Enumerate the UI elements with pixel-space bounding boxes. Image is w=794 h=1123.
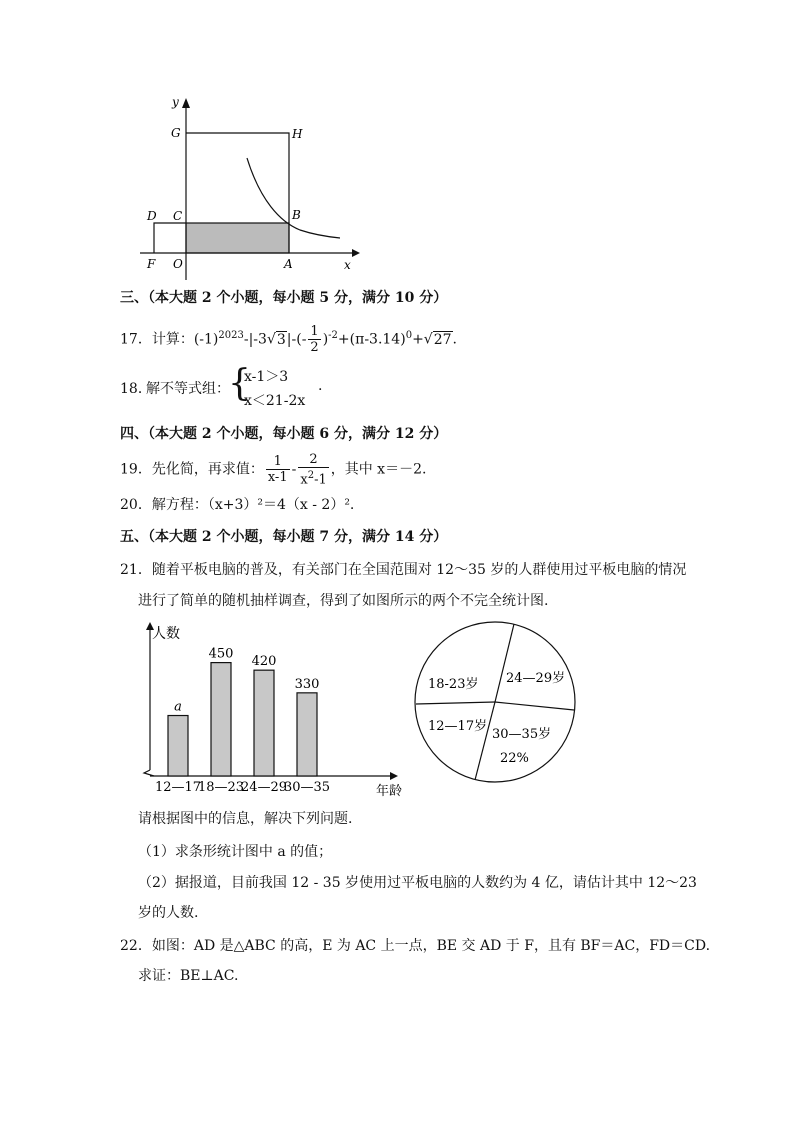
q21-line1: 随着平板电脑的普及，有关部门在全国范围对 12～35 岁的人群使用过平板电脑的情况 [151, 562, 687, 578]
q17-lead: 计算： [151, 331, 194, 348]
bar-tick-label-24—29: 24—29 [240, 780, 288, 795]
q18-end: . [318, 378, 323, 394]
q19-tail: ，其中 x＝－2. [330, 461, 427, 478]
q18-row2: x＜21-2x [244, 393, 306, 409]
q19-number: 19． [120, 461, 152, 478]
pie-divider-2 [416, 702, 495, 704]
bars-group [155, 647, 330, 795]
q17-term1-exp: 2023 [218, 330, 244, 341]
q21-sub2-line2: 岁的人数. [138, 905, 199, 921]
q17-half-fraction: $\frac{1}{2}$ [310, 324, 319, 356]
q17-sqrt3: √3 [266, 331, 286, 348]
label-d: D [147, 209, 157, 223]
question-19 [120, 452, 426, 487]
label-b: B [292, 208, 301, 222]
label-y: y [172, 95, 179, 109]
q19-fraction-1: $\frac{1}{x-1}$ [267, 454, 288, 486]
question-17 [120, 322, 457, 355]
q18-lead: 解不等式组： [146, 381, 230, 397]
pie-label-12-17: 12—17岁 [428, 719, 488, 734]
rect-fdco [154, 223, 186, 253]
bar-data-label-18—23: 450 [208, 646, 234, 662]
label-c: C [173, 209, 183, 223]
pie-label-30-35: 30—35岁 [492, 727, 552, 742]
q17-term5: + [412, 331, 424, 348]
label-g: G [171, 126, 181, 140]
q21-sub1: （1）求条形统计图中 a 的值； [138, 844, 333, 860]
q17-term3-close: ) [322, 331, 329, 348]
q17-end: . [452, 331, 457, 348]
q17-term2: -|-3 [243, 331, 267, 348]
bar-data-label-24—29: 420 [251, 654, 277, 670]
question-20 [120, 494, 354, 516]
q17-term4: +(π-3.14) [337, 331, 406, 348]
q22-line1: 如图：AD 是△ABC 的高，E 为 AC 上一点，BE 交 AD 于 F，且有 BF＝AC，FD＝CD. [151, 938, 711, 954]
label-a: A [284, 257, 293, 271]
question-22-line-2: 求证：BE⊥AC. [138, 968, 239, 984]
q20-text: 解方程：（x+3）²＝4（x - 2）². [151, 497, 355, 513]
bar-tick-label-18—23: 18—23 [197, 780, 245, 795]
q18-brace: { [228, 363, 251, 404]
question-21-line-1 [120, 559, 686, 581]
bar-chart-ylabel: 人数 [152, 626, 180, 642]
label-o: O [173, 257, 183, 271]
bar-data-label-30—35: 330 [294, 676, 320, 692]
q17-term1: (-1) [193, 331, 219, 348]
q21-sub2-line1: （2）据报道，目前我国 12 - 35 岁使用过平板电脑的人数约为 4 亿，请估计其中 12～23 [138, 875, 697, 891]
pie-label-18-23: 18-23岁 [428, 677, 479, 692]
pie-chart [410, 618, 590, 788]
bar-12—17 [168, 716, 188, 776]
question-21-line-2: 进行了简单的随机抽样调查，得到了如图所示的两个不完全统计图. [138, 593, 549, 609]
q19-fraction-2: $\frac{2}{x^2-1}$ [300, 452, 327, 488]
bar-data-label-12—17: a [174, 699, 182, 715]
shaded-rect-oabc [186, 223, 289, 253]
q20-number: 20． [120, 497, 152, 513]
x-axis-arrow [352, 249, 360, 257]
pie-label-24-29: 24—29岁 [506, 671, 566, 686]
bar-tick-label-12—17: 12—17 [154, 780, 202, 795]
coordinate-figure [130, 90, 370, 280]
q17-term2-close: |-(- [286, 331, 307, 348]
q18-number: 18． [120, 381, 152, 397]
q21-after: 请根据图中的信息，解决下列问题. [138, 811, 353, 827]
pie-divider-4 [495, 702, 574, 710]
q22-number: 22． [120, 938, 152, 954]
bar-18—23 [211, 663, 231, 776]
q17-sqrt27: √27 [423, 331, 452, 348]
label-f: F [147, 257, 156, 271]
label-h: H [292, 127, 303, 141]
q17-term3-exp: -2 [328, 330, 338, 341]
q18-row1: x-1＞3 [244, 369, 289, 385]
y-axis-arrow [182, 98, 190, 108]
bar-24—29 [254, 670, 274, 776]
section-5-heading: 五、（本大题 2 个小题，每小题 7 分，满分 14 分） [120, 529, 448, 545]
label-x: x [344, 258, 351, 272]
pie-annotation-22pct: 22% [500, 751, 529, 766]
q19-minus: - [291, 461, 297, 478]
question-18 [120, 364, 420, 412]
bar-chart-x-arrow [390, 772, 398, 780]
bar-tick-label-30—35: 30—35 [283, 780, 331, 795]
bar-chart-xlabel: 年龄 [376, 784, 403, 799]
question-22-line-1 [120, 935, 710, 957]
section-3-heading: 三、（本大题 2 个小题，每小题 5 分，满分 10 分） [120, 290, 448, 306]
q17-number: 17． [120, 331, 152, 348]
section-4-heading: 四、（本大题 2 个小题，每小题 6 分，满分 12 分） [120, 426, 448, 442]
q19-lead: 先化简，再求值： [151, 461, 264, 478]
q17-term4-exp: 0 [405, 330, 413, 341]
bar-chart-axis-break [144, 770, 154, 776]
bar-30—35 [297, 693, 317, 776]
pie-divider-1 [495, 624, 514, 702]
bar-chart [140, 620, 410, 800]
q21-number: 21． [120, 562, 152, 578]
